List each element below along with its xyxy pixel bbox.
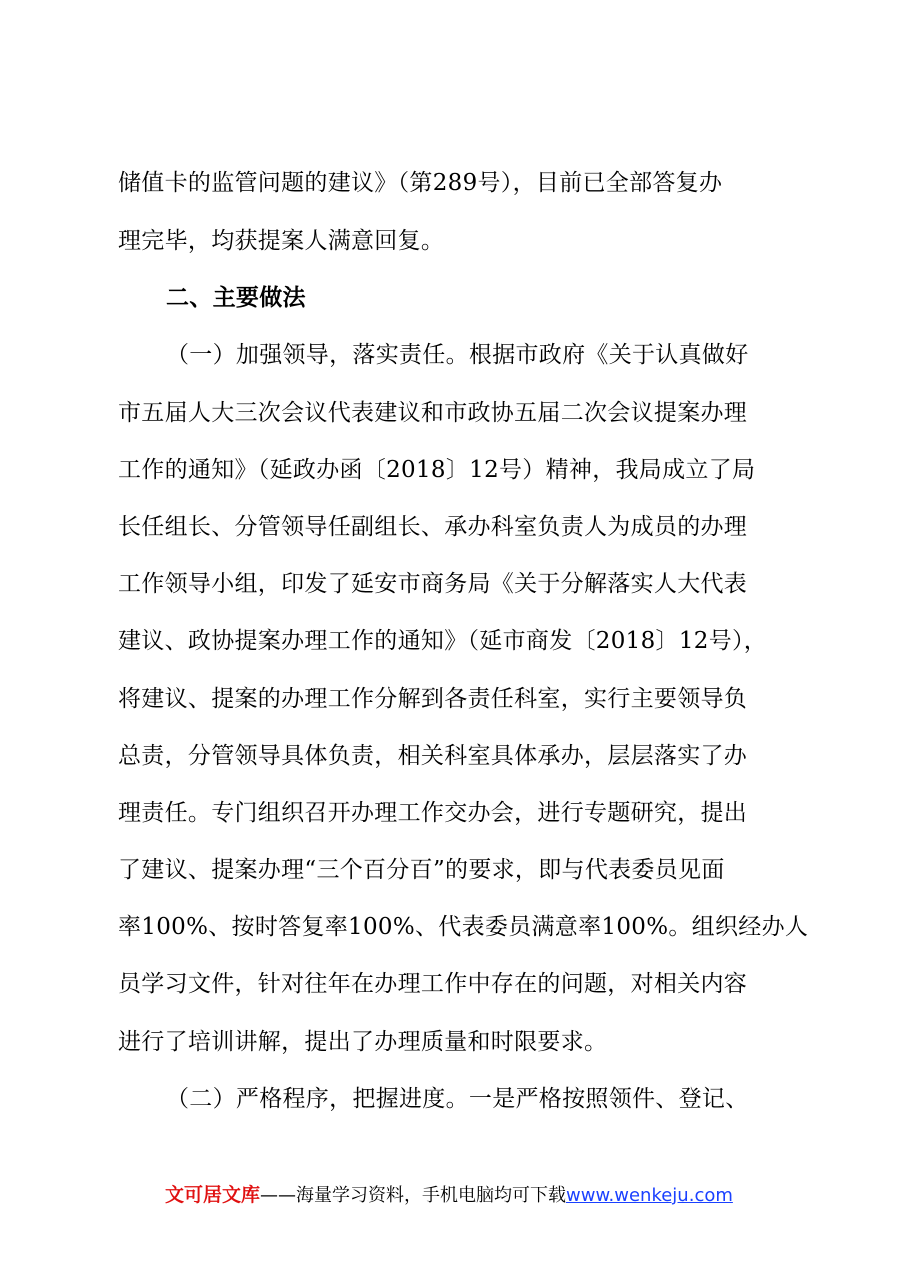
footer-slogan: 海量学习资料，手机电脑均可下载 xyxy=(296,1185,567,1206)
footer-brand: 文可居文库 xyxy=(165,1184,261,1206)
body-line-10: 总责，分管领导具体负责，相关科室具体承办，层层落实了办 xyxy=(118,743,748,769)
body-line-5: 工作的通知》（延政办函〔2018〕12号）精神，我局成立了局 xyxy=(118,457,756,483)
body-line-8: 建议、政协提案办理工作的通知》（延市商发〔2018〕12号）， xyxy=(118,628,768,654)
body-line-4: 市五届人大三次会议代表建议和市政协五届二次会议提案办理 xyxy=(118,400,748,426)
body-line-6: 长任组长、分管领导任副组长、承办科室负责人为成员的办理 xyxy=(118,514,748,540)
body-line-15: 进行了培训讲解，提出了办理质量和时限要求。 xyxy=(118,1029,608,1055)
footer-url-link[interactable]: www.wenkeju.com xyxy=(566,1185,733,1206)
body-line-9: 将建议、提案的办理工作分解到各责任科室，实行主要领导负 xyxy=(118,686,748,712)
body-line-7: 工作领导小组，印发了延安市商务局《关于分解落实人大代表 xyxy=(118,571,748,597)
section-heading: 二、主要做法 xyxy=(166,285,306,311)
footer-dash: —— xyxy=(260,1185,297,1206)
body-line-13: 率100%、按时答复率100%、代表委员满意率100%。组织经办人 xyxy=(118,914,809,940)
body-line-11: 理责任。专门组织召开办理工作交办会，进行专题研究，提出 xyxy=(118,800,748,826)
body-line-14: 员学习文件，针对往年在办理工作中存在的问题，对相关内容 xyxy=(118,971,748,997)
body-line-2: 理完毕，均获提案人满意回复。 xyxy=(118,228,445,254)
body-line-3: （一）加强领导，落实责任。根据市政府《关于认真做好 xyxy=(166,342,749,368)
body-line-12: 了建议、提案办理“三个百分百”的要求，即与代表委员见面 xyxy=(118,857,725,883)
body-line-16: （二）严格程序，把握进度。一是严格按照领件、登记、 xyxy=(166,1086,749,1112)
body-line-1: 储值卡的监管问题的建议》（第289号），目前已全部答复办 xyxy=(118,170,723,196)
footer-banner xyxy=(165,1182,733,1209)
